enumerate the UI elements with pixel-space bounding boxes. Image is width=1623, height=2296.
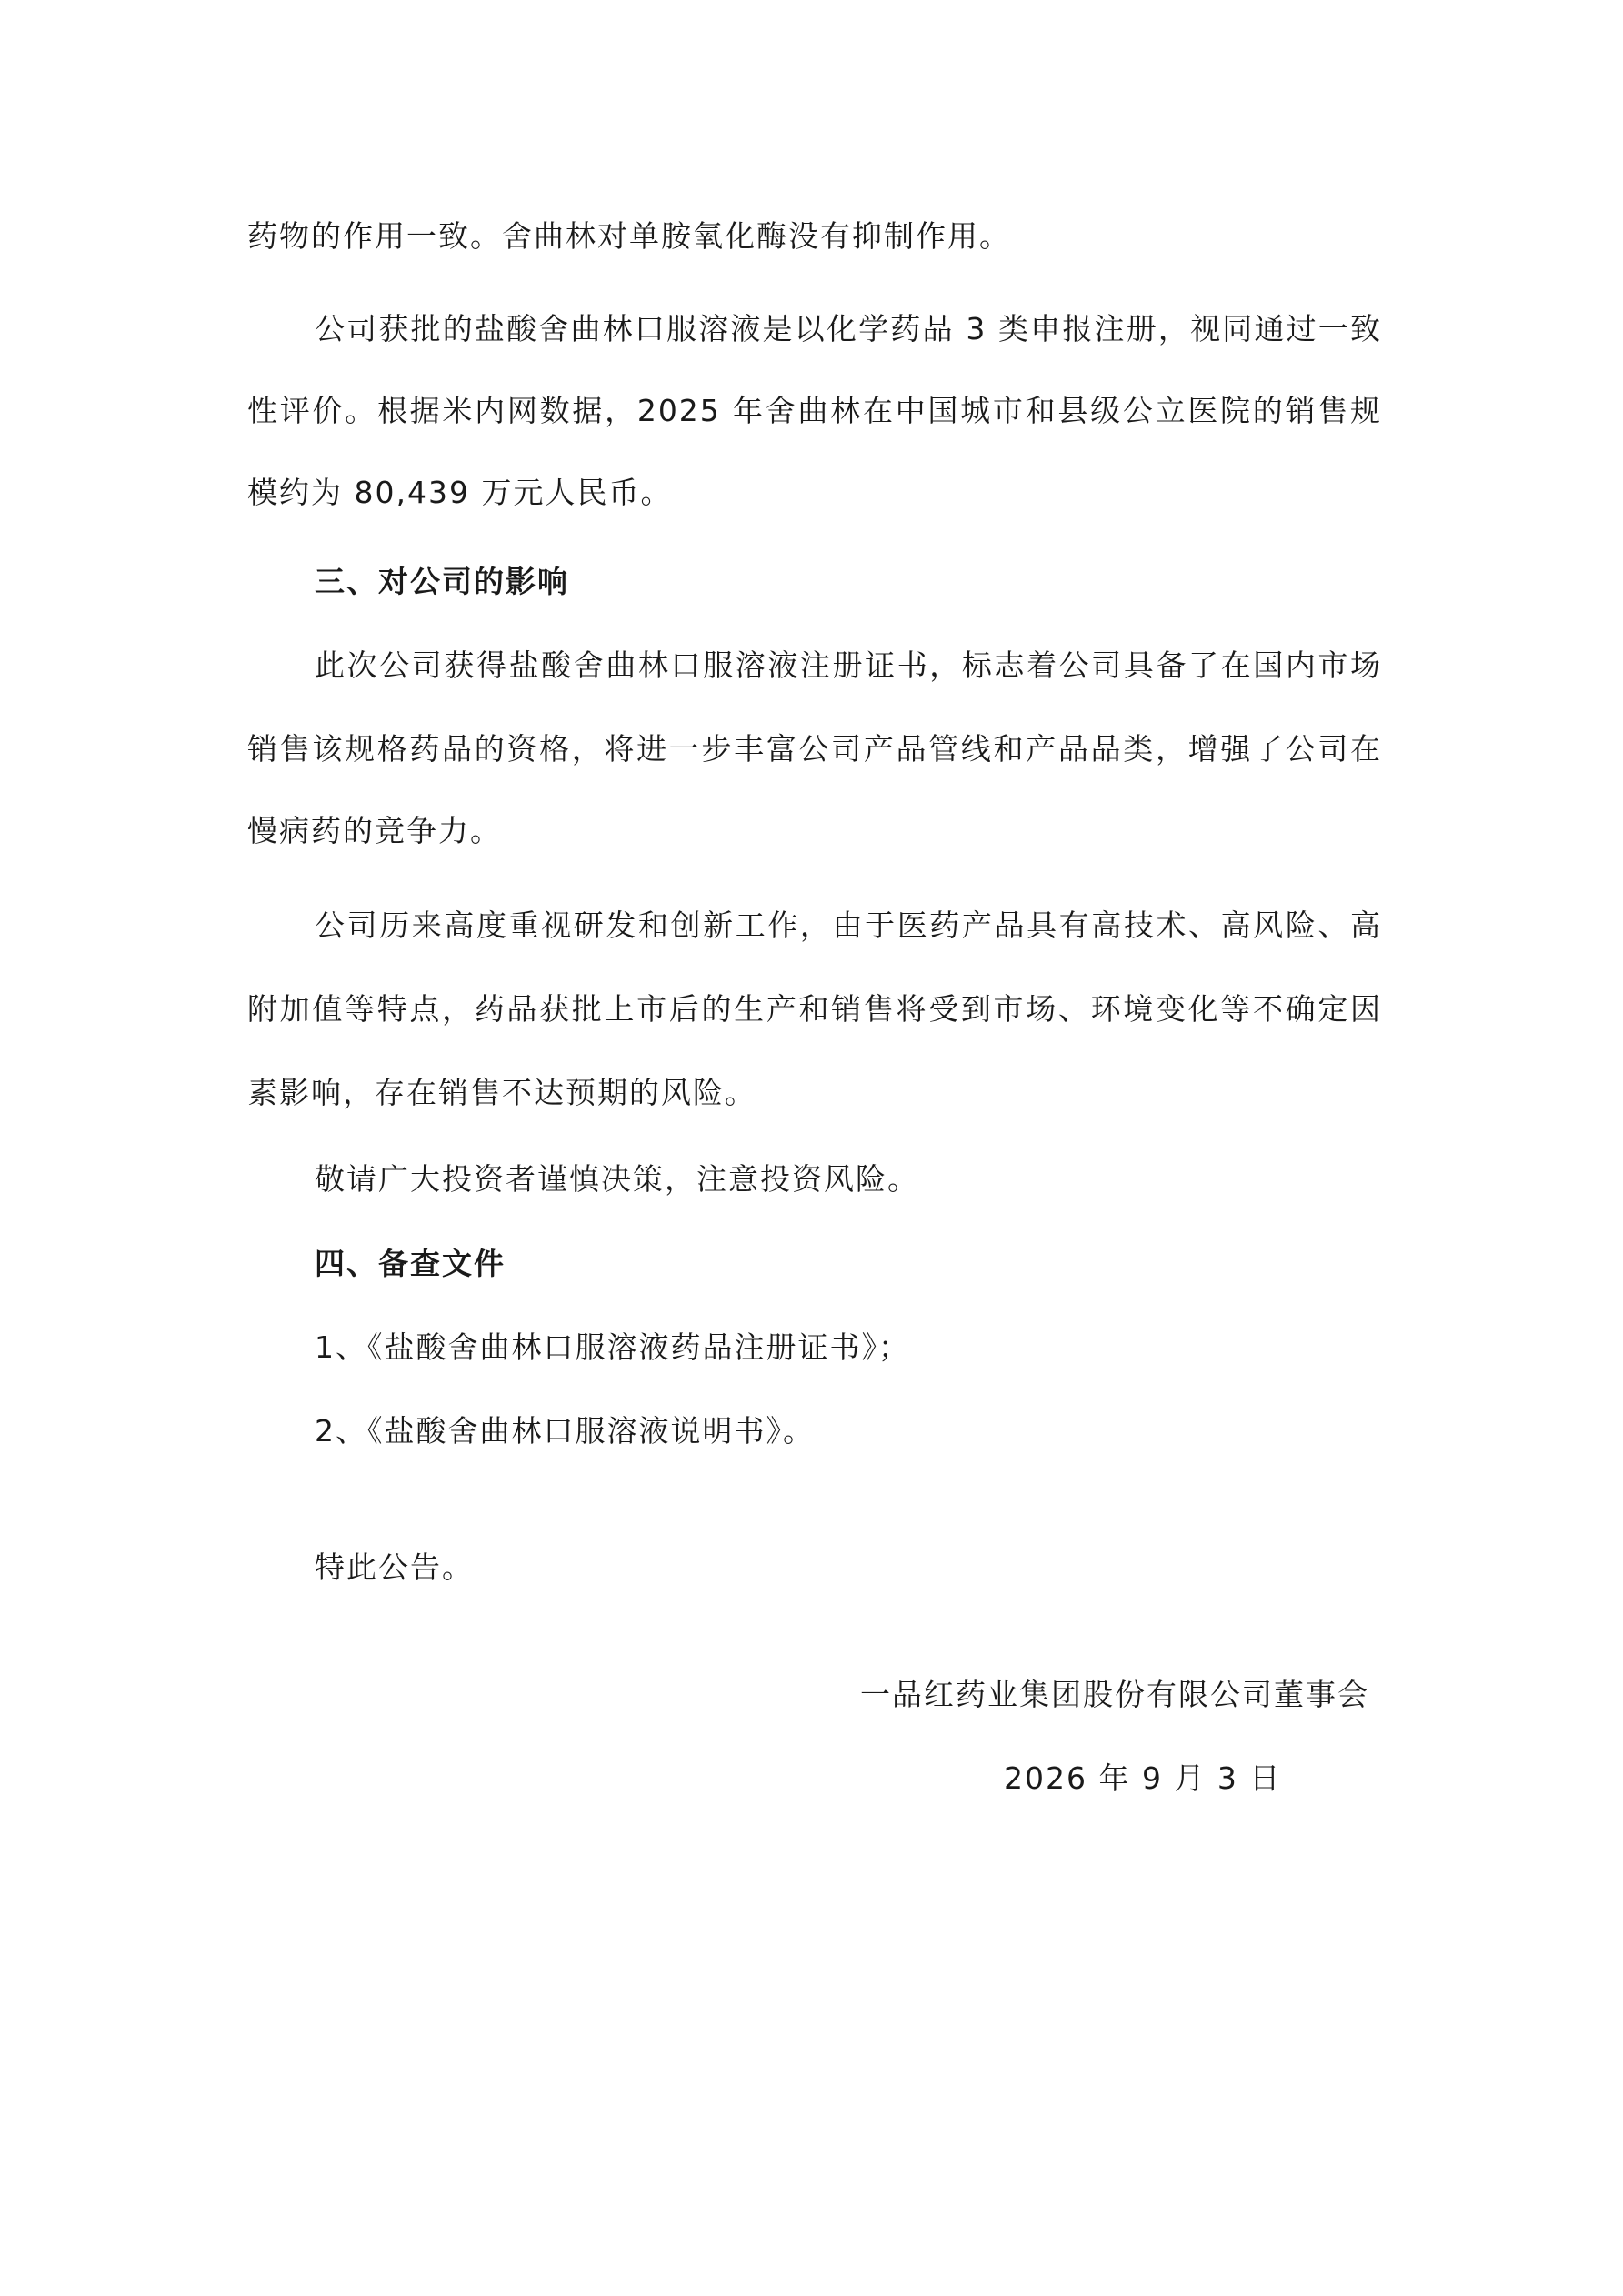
paragraph-continuation-line: 药物的作用一致。舍曲林对单胺氧化酶没有抑制作用。 — [247, 218, 1011, 254]
signatory-board: 一品红药业集团股份有限公司董事会 — [860, 1677, 1369, 1712]
paragraph-risk-line-2: 附加值等特点，药品获批上市后的生产和销售将受到市场、环境变化等不确定因 — [247, 991, 1382, 1027]
paragraph-risk-line-3: 素影响，存在销售不达预期的风险。 — [247, 1075, 756, 1110]
closing-statement: 特此公告。 — [315, 1549, 474, 1585]
paragraph-impact-line-2: 销售该规格药品的资格，将进一步丰富公司产品管线和产品品类，增强了公司在 — [247, 731, 1382, 767]
paragraph-risk-line-1: 公司历来高度重视研发和创新工作，由于医药产品具有高技术、高风险、高 — [315, 907, 1382, 943]
paragraph-approval-line-2: 性评价。根据米内网数据，2025 年舍曲林在中国城市和县级公立医院的销售规 — [247, 393, 1382, 428]
section-heading-documents: 四、备查文件 — [315, 1246, 506, 1281]
document-list-item-1: 1、《盐酸舍曲林口服溶液药品注册证书》； — [315, 1329, 910, 1365]
section-heading-impact: 三、对公司的影响 — [315, 564, 569, 599]
paragraph-impact-line-1: 此次公司获得盐酸舍曲林口服溶液注册证书，标志着公司具备了在国内市场 — [315, 647, 1382, 683]
paragraph-investor-notice: 敬请广大投资者谨慎决策，注意投资风险。 — [315, 1161, 919, 1197]
document-list-item-2: 2、《盐酸舍曲林口服溶液说明书》。 — [315, 1413, 815, 1449]
paragraph-approval-line-3: 模约为 80,439 万元人民币。 — [247, 475, 673, 510]
announcement-date: 2026 年 9 月 3 日 — [1004, 1760, 1282, 1796]
paragraph-approval-line-1: 公司获批的盐酸舍曲林口服溶液是以化学药品 3 类申报注册，视同通过一致 — [315, 311, 1382, 346]
paragraph-impact-line-3: 慢病药的竞争力。 — [247, 813, 502, 848]
